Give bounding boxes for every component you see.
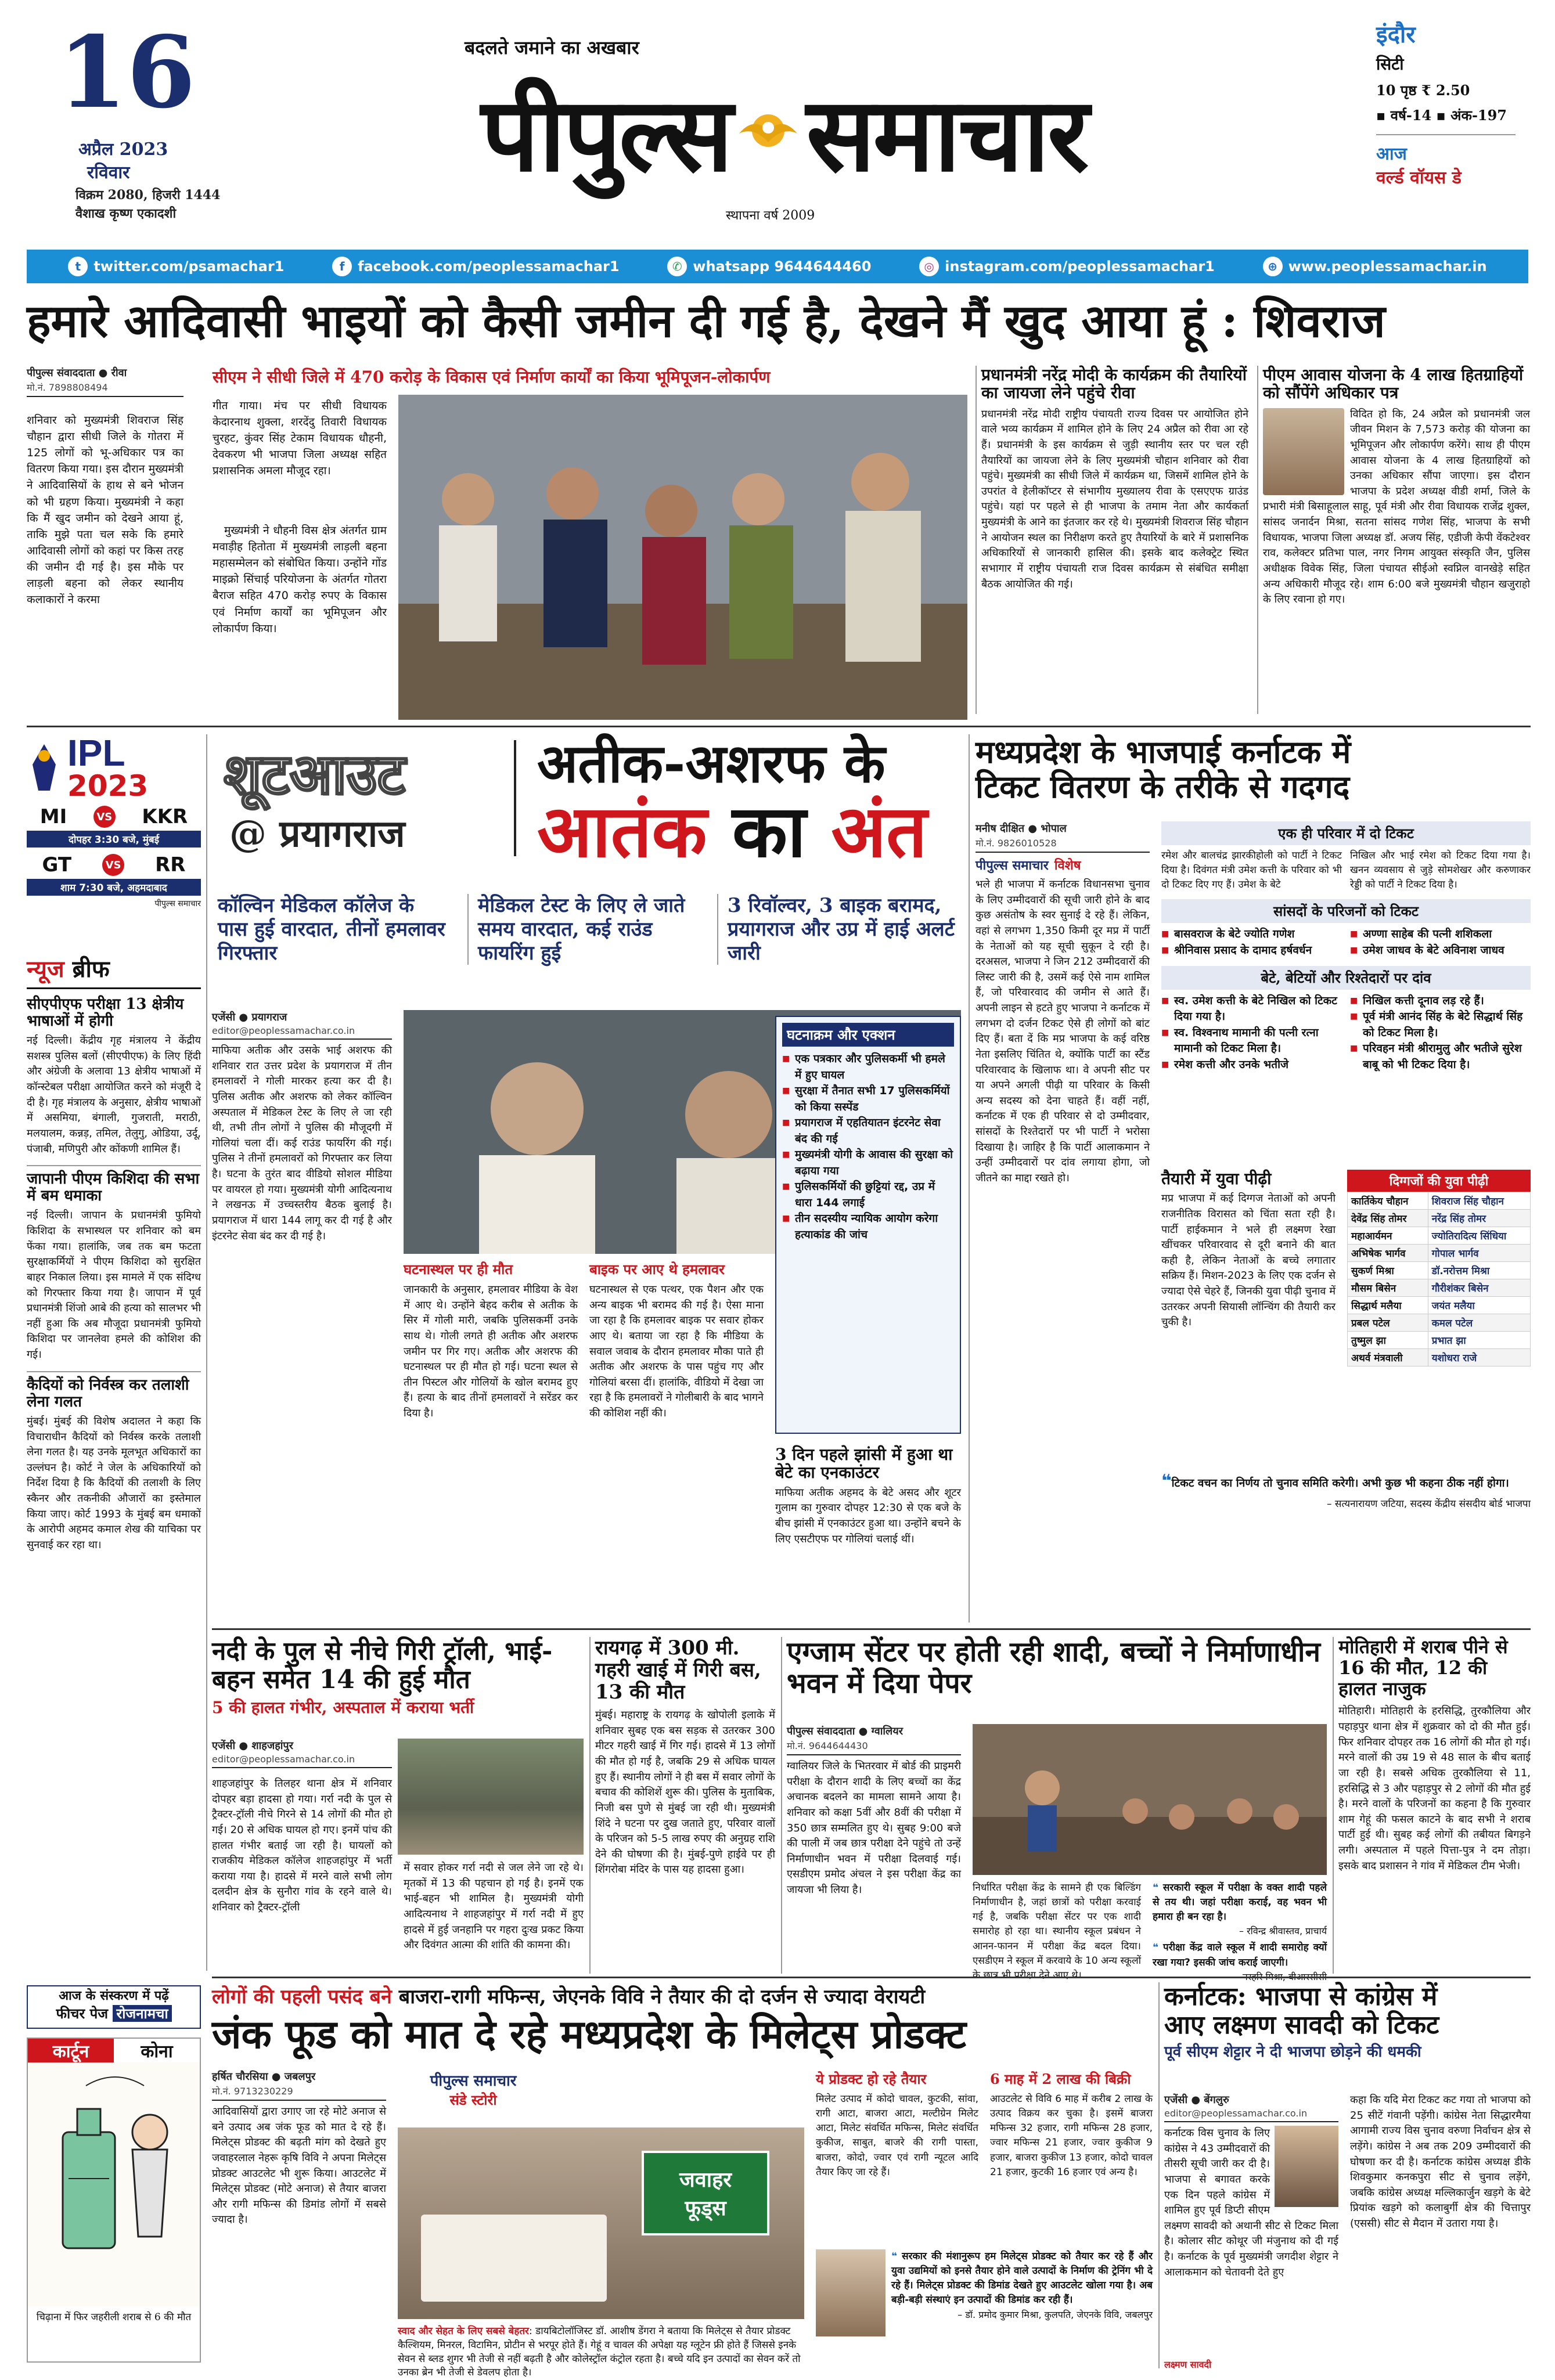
whatsapp-icon: ✆ xyxy=(667,257,687,276)
ipl-logo-icon xyxy=(27,741,62,794)
table-row xyxy=(1348,1210,1531,1227)
cartoon-drawing xyxy=(28,2062,200,2306)
kin-item: ■ स्व. उमेश कत्ती के बेटे निखिल को टिकट दिया गया है। xyxy=(1161,993,1342,1025)
action-list-item: ■ प्रयागराज में एहतियातन इंटरनेट सेवा बंद की गई xyxy=(782,1115,954,1147)
promo-box[interactable]: आज के संस्करण में पढ़ें फीचर पेज रोजनामचा xyxy=(27,1985,201,2029)
kin-item: ■ स्व. विश्वनाथ मामानी की पत्नी रत्ना मामानी को टिकट मिला है। xyxy=(1161,1025,1342,1057)
exam-story: एग्जाम सेंटर पर होती रही शादी, बच्चों ने निर्माणाधीन भवन में दिया पेपर पीपुल्स संवाददाता ● ग्वालियर मो.नं. 9644644430 ग्वालियर जिले के भितरवार में बोर्ड की प्राइमरी परीक्षा के दौरान शादी के लिए बच्चों का केंद्र अचानक बदलने का मामला सामने आया है। शनिवार को कक्षा 5वीं और 8वीं की परीक्षा में 350 छात्र सम्मलित हुए थे। सुबह 9:00 बजे की पाली में जब छात्र परीक्षा देने पहुंचे तो उन्हें निर्माणाधीन भवन में परीक्षा दिलवाई गई। एसडीएम प्रमोद अंचल ने इस परीक्षा केंद्र का जायजा भी लिया है। निर्धारित परीक्षा केंद्र के सामने ही एक बिल्डिंग निर्माणाधीन है, जहां छात्रों को परीक्षा करवाई गई है, जबकि परीक्षा सेंटर पर एक शादी समारोह हो रहा था। स्थानीय स्कूल प्रबंधन ने आनन-फानन में परीक्षा केंद्र बदल दिया। एसडीएम ने स्कूल में करवाये के 10 अन्य स्कूलों के छात्र भी परीक्षा देने आए थे। ❝ सरकारी स्कूल में परीक्षा के वक्त शादी पहले से तय थी। जहां परीक्षा कराई, वह भवन भी हमारा ही बन रहा है। – रविन्द्र श्रीवास्तव, प्राचार्य ❝ परीक्षा केंद्र वाले स्कूल में शादी समारोह क्यों रखा गया? इसकी जांच कराई जाएगी। – नरहरि मिश्रा, बीआरसीसी xyxy=(787,1636,1327,1982)
table-row xyxy=(1348,1279,1531,1297)
cartoon-box: कार्टून कोना चिढ़ाना में फिर जहरीली शराब से 6 की मौत xyxy=(27,2038,201,2363)
edition: सिटी xyxy=(1376,55,1404,74)
millets-photo: जवाहर फूड्स xyxy=(398,2127,804,2319)
lead-photo-caption: सीएम ने सीधी जिले में 470 करोड़ के विकास एवं निर्माण कार्यों का किया भूमिपूजन-लोकार्पण xyxy=(213,367,771,387)
savadi-story: कर्नाटक: भाजपा से कांग्रेस में आए लक्ष्मण सावदी को टिकट पूर्व सीएम शेट्टार ने दी भाजपा छोड़ने की धमकी एजेंसी ● बेंगलुरु editor@peoplessamachar.co.in कर्नाटक विस चुनाव के लिए कांग्रेस ने 43 उम्मीदवारों की तीसरी सूची जारी कर दी है। भाजपा से बगावत करके एक दिन पहले कांग्रेस में शामिल हुए पूर्व डिप्टी सीएम लक्ष्मण सावदी को अथानी सीट से टिकट मिला है। कोलार सीट कोथूर जी मंजुनाथ को दी गई है। कर्नाटक के पूर्व मुख्यमंत्री जगदीश शेट्टार ने आलाकमान को चेतावनी देते हुए लक्ष्मण सावदी कहा कि यदि मेरा टिकट कट गया तो भाजपा को 25 सीटें गंवानी पड़ेंगी। कांग्रेस नेता सिद्धारमैया आगामी राज्य विस चुनाव वरुणा निर्वाचन क्षेत्र से लड़ेंगे। कांग्रेस ने अब तक 209 उम्मीदवारों की घोषणा कर दी है। कर्नाटक कांग्रेस अध्यक्ष डीके शिवकुमार कनकपुरा सीट से चुनाव लड़ेंगे, जबकि कांग्रेस अध्यक्ष मल्लिकार्जुन खड़गे के बेटे प्रियांक खड़गे को कलाबुर्गी क्षेत्र की चित्तापुर (एससी) सीट से मैदान में उतारा गया है। xyxy=(1164,1982,1531,2370)
mp-kin-item: ■ बासवराज के बेटे ज्योति गणेश xyxy=(1161,926,1342,943)
quote-icon: ❝ xyxy=(891,2251,897,2262)
masthead xyxy=(23,17,1533,255)
team-gt: GT xyxy=(42,853,72,877)
social-bar xyxy=(27,250,1528,283)
mp-kin-item: ■ अण्णा साहेब की पत्नी शशिकला xyxy=(1350,926,1531,943)
vs-icon: VS xyxy=(93,806,116,828)
karnataka-story: मध्यप्रदेश के भाजपाई कर्नाटक में टिकट वितरण के तरीके से गदगद मनीष दीक्षित ● भोपाल मो.नं. 9826010528 पीपुल्स समाचार विशेष भले ही भाजपा में कर्नाटक विधानसभा चुनाव के लिए उम्मीदवारों की सूची जारी होने के बाद कुछ असंतोष के स्वर सुनाई दे रहे हैं। लेकिन, वहां से लगभग 1,350 किमी दूर मप्र में पार्टी के नेताओं को यह सूची सुकून दे रही है। दरअसल, भाजपा ने जिन 212 उम्मीदवारों की लिस्ट जारी की है, उसमें कई ऐसे नाम शामिल हैं, जो परिवारवाद की जमीन से आते हैं। अपनी लाइन से हटते हुए भाजपा ने कर्नाटक में लगभग दो दर्जन टिकट ऐसे ही लोगों को बांट दिए हैं। बता दें कि मप्र भाजपा के कई वरिष्ठ नेता इसलिए चिंतित थे, क्योंकि पार्टी का स्टैंड परिवारवाद के खिलाफ था। वे अपनी सीट पर या अपने अगली पीढ़ी या परिवार के किसी अन्य सदस्य को देना चाहते हैं। वहीं नहीं, कर्नाटक में एक ही परिवार से दो उम्मीदवार, सांसदों के रिश्तेदारों पर भी पार्टी ने भरोसा दिखाया है। जाहिर है कि पार्टी आलाकमान ने उन्हीं उम्मीदवारों पर दांव लगाया होगा, जो जीतने का माद्दा रखते हो। एक ही परिवार में दो टिकट रमेश और बालचंद्र झारकीहोली को पार्टी ने टिकट दिया है। दिवंगत मंत्री उमेश कत्ती के परिवार को भी दो टिकट दिए गए हैं। उमेश के बेटे निखिल और भाई रमेश को टिकट दिया गया है। खनन व्यवसाय से जुड़े सोमशेखर और करुणाकर रेड्डी को पार्टी ने टिकट दिया है। सांसदों के परिजनों को टिकट ■ बासवराज के बेटे ज्योति गणेश ■ श्रीनिवास प्रसाद के दामाद हर्षवर्धन ■ अण्णा साहेब की पत्नी शशिकला ■ उमेश जाधव के बेटे अविनाश जाधव बेटे, बेटियों और रिश्तेदारों पर दांव ■ स्व. उमेश कत्ती के बेटे निखिल को टिकट दिया गया है। ■ स्व. विश्वनाथ मामानी की पत्नी रत्ना मामानी को टिकट मिला है। ■ रमेश कत्ती और उनके भतीजे ■ निखिल कत्ती दूनाव लड़ रहे हैं। ■ पूर्व मंत्री आनंद सिंह के बेटे सिद्धार्थ सिंह को टिकट मिला है। ■ परिवहन मंत्री श्रीरामुलु और भतीजे सुरेश बाबू को भी टिकट दिया है। तैयारी में युवा पीढ़ी मप्र भाजपा में कई दिग्गज नेताओं को अपनी राजनीतिक विरासत को चिंता सता रही है। पार्टी हाईकमान ने भले ही लक्ष्मण रेखा खींचकर परिवारवाद से दूरी बनाने की बात कही है, लेकिन नेताओं के बच्चे लगातार सक्रिय हैं। मिशन-2023 के लिए एक दर्जन से ज्यादा ऐसे चेहरे हैं, जिनकी युवा पीढ़ी चुनाव में उतरकर अपनी सियासी लॉन्चिंग की तैयारी कर चुकी है। दिग्गजों की युवा पीढ़ी कार्तिकेय चौहान शिवराज सिंह चौहान देवेंद्र सिंह तोमर नरेंद्र सिंह तोमर महाआर्यमन ज्योतिरादित्य सिंधिया अभिषेक भार्गव गोपाल भार्गव सुकर्ण मिश्रा डॉ.नरोत्तम मिश्रा मौसम बिसेन गौरीशंकर बिसेन सिद्धार्थ मलैया जयंत मलैया प्रबल पटेल कमल पटेल तुष्मुल झा प्रभात झा अथर्व मंत्रवाली यशोधरा राजे ❝टिकट वचन का निर्णय तो चुनाव समिति करेगी। अभी कुछ भी कहना ठीक नहीं होगा। – सत्यनारायण जटिया, सदस्य केंद्रीय संसदीय बोर्ड भाजपा xyxy=(976,734,1531,1622)
mp-kin-item: ■ उमेश जाधव के बेटे अविनाश जाधव xyxy=(1350,943,1531,959)
day: रविवार xyxy=(87,163,130,183)
exam-photo xyxy=(973,1724,1327,1875)
logo-emblem xyxy=(736,99,800,163)
young-gen-table: दिग्गजों की युवा पीढ़ी कार्तिकेय चौहान शिवराज सिंह चौहान देवेंद्र सिंह तोमर नरेंद्र सिंह तोमर महाआर्यमन ज्योतिरादित्य सिंधिया अभिषेक भार्गव गोपाल भार्गव सुकर्ण मिश्रा डॉ.नरोत्तम मिश्रा मौसम बिसेन गौरीशंकर बिसेन सिद्धार्थ मलैया जयंत मलैया प्रबल पटेल कमल पटेल तुष्मुल झा प्रभात झा अथर्व मंत्रवाली यशोधरा राजे xyxy=(1347,1170,1531,1366)
table-cell: देवेंद्र सिंह तोमर xyxy=(1348,1210,1428,1227)
team-rr: RR xyxy=(155,853,186,877)
lead-photo xyxy=(398,395,967,720)
table-row xyxy=(1348,1332,1531,1349)
vc-portrait xyxy=(816,2249,886,2336)
ipl-box: IPL 2023 MI VS KKR दोपहर 3:30 बजे, मुंबई GT VS RR शाम 7:30 बजे, अहमदाबाद पीपुल्स समाचार xyxy=(27,734,201,932)
table-cell: महाआर्यमन xyxy=(1348,1227,1428,1245)
kin-item: ■ रमेश कत्ती और उनके भतीजे xyxy=(1161,1057,1342,1073)
table-cell: मौसम बिसेन xyxy=(1348,1279,1428,1297)
pmay-story: पीएम आवास योजना के 4 लाख हितग्राहियों को सौंपेंगे अधिकार पत्र विदित हो कि, 24 अप्रैल को प्रधानमंत्री जल जीवन मिशन के 7,573 करोड़ की योजना का भूमिपूजन और लोकार्पण करेंगे। साथ ही पीएम आवास योजना के 4 लाख हितग्राहियों को उनका अधिकार सौंपा जाएगा। इस दौरान भाजपा के प्रदेश अध्यक्ष वीडी शर्मा, जिले के प्रभारी मंत्री बिसाहूलाल साहू, पूर्व मंत्री और रीवा विधायक राजेंद्र शुक्ल, सांसद जनार्दन मिश्रा, सतना सांसद गणेश सिंह, भाजपा के सभी विधायक, भाजपा जिला अध्यक्ष डॉ. अजय सिंह, एडीजी केपी वेंकटेश्वर राव, कलेक्टर प्रतिभा पाल, नगर निगम आयुक्त संस्कृति जैन, पुलिस अधीक्षक विवेक सिंह, जिला पंचायत सीईओ स्वप्निल वानखेड़े सहित अन्य अधिकारी मौजूद रहे। शाम 6:00 बजे मुख्यमंत्री चौहान खजुराहो के लिए रवाना हो गए। xyxy=(1263,365,1530,606)
social-facebook[interactable]: f facebook.com/peoplessamachar1 xyxy=(332,257,620,276)
news-brief: न्यूज ब्रीफ सीएपीएफ परीक्षा 13 क्षेत्रीय भाषाओं में होगी नई दिल्ली। केंद्रीय गृह मंत्रालय ने केंद्रीय सशस्त्र पुलिस बलों (सीएपीएफ) के लिए हिंदी और अंग्रेजी के अलावा 13 क्षेत्रीय भाषाओं में कॉन्स्टेबल परीक्षा आयोजित करने को मंजूरी दे दी है। गृह मंत्रालय के अनुसार, क्षेत्रीय भाषाओं में असमिया, बंगाली, गुजराती, मराठी, मलयालम, कन्नड़, तमिल, तेलुगु, ओडिया, उर्दू, पंजाबी, मणिपुरी और कोंकणी शामिल हैं। जापानी पीएम किशिदा की सभा में बम धमाका नई दिल्ली। जापान के प्रधानमंत्री फुमियो किशिदा के सभास्थल पर शनिवार को बम फेंका गया। हालांकि, जब तक बम फटता सुरक्षाकर्मियों ने पीएम किशिदा को सुरक्षित बाहर निकाल लिया। इस मामले में एक संदिग्ध को गिरफ्तार किया गया है। जापान में पूर्व प्रधानमंत्री शिंजो आबे की हत्या को सालभर भी नहीं हुआ कि अब मौजूदा प्रधानमंत्री फुमियो किशिदा पर जानलेवा हमले की कोशिश की गई। कैदियों को निर्वस्त्र कर तलाशी लेना गलत मुंबई। मुंबई की विशेष अदालत ने कहा कि विचाराधीन कैदियों को निर्वस्त्र करके तलाशी लेना गलत है। यह उनके मूलभूत अधिकारों का उल्लंघन है। कोर्ट ने जेल के अधिकारियों को निर्देश दिया है कि कैदियों की तलाशी के लिए स्कैनर और तकनीकी औजारों का इस्तेमाल किया जाए। कोर्ट 1993 के मुंबई बम धमाकों के आरोपी अहमद कमाल शेख की याचिका पर सुनवाई कर रहा था। xyxy=(27,952,201,1974)
founded: स्थापना वर्ष 2009 xyxy=(726,208,815,223)
city: इंदौर xyxy=(1376,21,1416,48)
twitter-icon: t xyxy=(68,257,88,276)
globe-icon: ⊕ xyxy=(1263,257,1283,276)
today-label: आज xyxy=(1376,144,1407,164)
raigad-story: रायगढ़ में 300 मी. गहरी खाई में गिरी बस, 13 की मौत मुंबई। महाराष्ट्र के रायगढ़ के खोपोली इलाके में शनिवार सुबह एक बस सड़क से उतरकर 300 मीटर गहरी खाई में गिर गई। हादसे में 13 लोगों की मौत हो गई है, जबकि 29 से अधिक घायल हुए हैं। स्थानीय लोगों ने ही बस में सवार लोगों के बचाव की कोशिशें शुरू की। पुलिस के मुताबिक, निजी बस पुणे से मुंबई जा रही थी। मुख्यमंत्री शिंदे ने घटना पर दुख जताते हुए, परिवार वालों के परिजन को 5-5 लाख रुपए की अनुग्रह राशि देने की घोषणा की है। मुंबई-पुणे हाईवे पर ही शिंगरोबा मंदिर के पास यह हादसा हुआ। xyxy=(595,1636,775,1876)
today-day: वर्ल्ड वॉयस डे xyxy=(1376,168,1462,188)
table-cell: कार्तिकेय चौहान xyxy=(1348,1192,1428,1210)
social-instagram[interactable]: ◎ instagram.com/peoplessamachar1 xyxy=(919,257,1215,276)
quote-icon: ❝ xyxy=(1153,1882,1158,1894)
atiq-action-box: घटनाक्रम और एक्शन ■ एक पत्रकार और पुलिसकर्मी भी हमले में हुए घायल ■ सुरक्षा में तैनात सभी 17 पुलिसकर्मियों को किया सस्पेंड ■ प्रयागराज में एहतियातन इंटरनेट सेवा बंद की गई ■ मुख्यमंत्री योगी के आवास की सुरक्षा को बढ़ाया गया ■ पुलिसकर्मियों की छुट्टियां रद्द, उप्र में धारा 144 लगाई ■ तीन सदस्यीय न्यायिक आयोग करेगा हत्याकांड की जांच xyxy=(775,1016,961,1434)
tagline: बदलते जमाने का अखबार xyxy=(465,37,639,59)
price: 10 पृष्ठ ₹ 2.50 xyxy=(1376,82,1470,99)
table-cell: सिद्धार्थ मलैया xyxy=(1348,1297,1428,1314)
table-row xyxy=(1348,1297,1531,1314)
lead-headline: हमारे आदिवासी भाइयों को कैसी जमीन दी गई है, देखने मैं खुद आया हूं : शिवराज xyxy=(27,295,1385,348)
trolley-story: नदी के पुल से नीचे गिरी ट्रॉली, भाई-बहन समेत 14 की हुई मौत 5 की हालत गंभीर, अस्पताल में कराया भर्ती एजेंसी ● शाहजहांपुर editor@peoplessamachar.co.in शाहजहांपुर के तिलहर थाना क्षेत्र में शनिवार दोपहर बड़ा हादसा हो गया। गर्रा नदी के पुल से ट्रैक्टर-ट्रॉली नीचे गिरने से 14 लोगों की मौत हो गई। 20 से अधिक घायल हो गए। इनमें पांच की हालत गंभीर बताई जा रही है। घायलों को राजकीय मेडिकल कॉलेज शाहजहांपुर में भर्ती कराया गया है। हादसे में मरने वाले सभी लोग दलदीन क्षेत्र के सुनौरा गांव के रहने वाले थे। शनिवार को ट्रैक्टर-ट्रॉली में सवार होकर गर्रा नदी से जल लेने जा रहे थे। मृतकों में 13 की पहचान हो गई है। इनमें एक भाई-बहन भी शामिल है। मुख्यमंत्री योगी आदित्यनाथ ने शाहजहांपुर में गर्रा नदी में हुए हादसे में हुई जनहानि पर गहरा दुःख प्रकट किया और दिवंगत आत्मा की शांति की कामना की। xyxy=(212,1636,584,1952)
action-list-item: ■ सुरक्षा में तैनात सभी 17 पुलिसकर्मियों को किया सस्पेंड xyxy=(782,1083,954,1115)
table-row xyxy=(1348,1349,1531,1366)
pm-story: प्रधानमंत्री नरेंद्र मोदी के कार्यक्रम की तैयारियों का जायजा लेने पहुंचे रीवा प्रधानमंत्री नरेंद्र मोदी राष्ट्रीय पंचायती राज्य दिवस पर आयोजित होने वाले भव्य कार्यक्रम में शामिल होने के लिए 24 अप्रैल को रीवा आ रहे हैं। प्रधानमंत्री के इस कार्यक्रम से जुड़ी स्थानीय स्तर पर चल रही तैयारियों का जायजा लेने के लिए मुख्यमंत्री चौहान शनिवार को रीवा पहुंचे। मुख्यमंत्री का सीधी जिले में कार्यक्रम था, जिसमें शामिल होने के उपरांत वे हेलीकॉप्टर से संभागीय मुख्यालय रीवा के एसएएफ ग्राउंड पहुंचे। यहां पर पहले से ही भाजपा के तमाम नेता और कार्यकर्ता मुख्यमंत्री के आने का इंतजार कर रहे थे। मुख्यमंत्री शिवराज सिंह चौहान ने आयोजन स्थल का निरीक्षण करते हुए तैयारियों के बारे में प्रशासनिक अधिकारियों से जानकारी हासिल की। इसके बाद कलेक्ट्रेट स्थित सभागार में राष्ट्रीय पंचायती राज दिवस कार्यक्रम से संबंधित समीक्षा बैठक आयोजित की गई। xyxy=(981,365,1248,590)
table-row xyxy=(1348,1227,1531,1245)
table-cell: प्रबल पटेल xyxy=(1348,1314,1428,1332)
kin-item: ■ निखिल कत्ती दूनाव लड़ रहे हैं। xyxy=(1350,993,1531,1009)
table-row xyxy=(1348,1192,1531,1210)
quote-icon: ❝ xyxy=(1153,1942,1158,1954)
action-list-item: ■ मुख्यमंत्री योगी के आवास की सुरक्षा को बढ़ाया गया xyxy=(782,1147,954,1179)
table-cell: ज्योतिरादित्य सिंधिया xyxy=(1428,1227,1530,1245)
table-cell: डॉ.नरोत्तम मिश्रा xyxy=(1428,1262,1530,1279)
table-cell: अभिषेक भार्गव xyxy=(1348,1245,1428,1262)
millets-story: लोगों की पहली पसंद बने बाजरा-रागी मफिन्स, जेएनके विवि ने तैयार की दो दर्जन से ज्यादा वेरायटी जंक फूड को मात दे रहे मध्यप्रदेश के मिलेट्स प्रोडक्ट हर्षित चौरसिया ● जबलपुर मो.नं. 9713230229 आदिवासियों द्वारा उगाए जा रहे मोटे अनाज से बने उत्पाद अब जंक फूड को मात दे रहे हैं। मिलेट्स प्रोडक्ट की बढ़ती मांग को देखते हुए जवाहरलाल नेहरू कृषि विवि ने अपना मिलेट्स प्रोडक्ट आउटलेट भी शुरू किया। आउटलेट में मिलेट्स प्रोडक्ट (मोटे अनाज) से तैयार बाजरा और रागी मफिन्स की डिमांड लोगों में सबसे ज्यादा है। पीपुल्स समाचार संडे स्टोरी जवाहर फूड्स स्वाद और सेहत के लिए सबसे बेहतर: डायबिटोलॉजिस्ट डॉ. आशीष डेंगरा ने बताया कि मिलेट्स से तैयार प्रोडक्ट कैल्शियम, मिनरल, विटामिन, प्रोटीन से भरपूर होते हैं। गेहूं व चावल की अपेक्षा यह ग्लूटेन फ्री होते हैं जिससे इनके सेवन से ब्लड शुगर भी तेजी से नहीं बढ़ती है और कोलेस्ट्रॉल कंट्रोल रहता है। बच्चे यदि इन उत्पादों का सेवन करें तो उनका ब्रेन भी तेजी से डेवलप होता है। ये प्रोडक्ट हो रहे तैयार मिलेट उत्पाद में कोदो चावल, कुटकी, सांवा, रागी आटा, बाजरा आटा, मल्टीग्रेन मिलेट आटा, मिलेट संवर्धित मफिन्स, मिलेट संवर्धित कुकीज, साबुत, बाजरे की रागी पास्ता, बाजरा, कोदो, ज्वार एवं रागी न्यूटल आदि तैयार किए जा रहे हैं। 6 माह में 2 लाख की बिक्री आउटलेट से विवि 6 माह में करीब 2 लाख के उत्पाद विक्रय कर चुका है। इसमें बाजरा मफिन्स 32 हजार, रागी मफिन्स 28 हजार, ज्वार मफिन्स 21 हजार, ज्वार कुकीज 9 हजार, बाजरा कुकीज 13 हजार, कोदो चावल 21 हजार, कुटकी 16 हजार एवं अन्य है। ❝ सरकार की मंशानुरूप हम मिलेट्स प्रोडक्ट को तैयार कर रहे हैं और युवा उद्यमियों को इनसे तैयार होने वाले उत्पादों के निर्माण की ट्रेनिंग भी दे रहे हैं। मिलेट्स प्रोडक्ट की डिमांड देखते हुए आउटलेट खोला गया है। अब बड़ी-बड़ी संस्थाएं इन उत्पादों की डिमांड कर रही हैं। – डॉ. प्रमोद कुमार मिश्रा, कुलपति, जेएनके विवि, जबलपुर xyxy=(212,1985,1153,2379)
table-cell: गौरीशंकर बिसेन xyxy=(1428,1279,1530,1297)
action-list-item: ■ एक पत्रकार और पुलिसकर्मी भी हमले में हुए घायल xyxy=(782,1051,954,1083)
table-cell: शिवराज सिंह चौहान xyxy=(1428,1192,1530,1210)
team-kkr: KKR xyxy=(142,805,188,828)
facebook-icon: f xyxy=(332,257,352,276)
table-cell: कमल पटेल xyxy=(1428,1314,1530,1332)
table-row xyxy=(1348,1314,1531,1332)
date: अप्रैल 2023 xyxy=(78,139,168,160)
lead-story: पीपुल्स संवाददाता ● रीवा मो.नं. 7898808494 शनिवार को मुख्यमंत्री शिवराज सिंह चौहान द्वारा सीधी जिले के गोतरा में 125 लोगों को भू-अधिकार पत्र का वितरण किया गया। इस दौरान मुख्यमंत्री ने आदिवासियों के हाथ से बने भोजन को भी ग्रहण किया। मुख्यमंत्री ने कहा कि मैं खुद जमीन को देखने आया हूं, ताकि मुझे पता चल सके कि हमारे आदिवासी लोगों को कहां पर किस तरह की जमीन दी गई है। इस मौके पर लाड़ली बहना को लेकर स्थानीय कलाकारों ने करमा सीएम ने सीधी जिले में 470 करोड़ के विकास एवं निर्माण कार्यों का किया भूमिपूजन-लोकार्पण गीत गाया। मंच पर सीधी विधायक केदारनाथ शुक्ला, शरदेंदु तिवारी विधायक चुरहट, कुंवर सिंह टेकाम विधायक धौहनी, देवकरण भी भाजपा जिला अध्यक्ष सहित प्रशासनिक अमला मौजूद रहा। मुख्यमंत्री ने धौहनी विस क्षेत्र अंतर्गत ग्राम मवाड़ीह हितोता में मुख्यमंत्री लाड़ली बहना महासम्मेलन को संबोधित किया। उन्होंने गोंड माइक्रो सिंचाई परियोजना के अंतर्गत गोतरा बैराज सहित 470 करोड़ रुपए के विकास एवं निर्माण कार्यों का भूमिपूजन और लोकार्पण किया। xyxy=(27,366,967,726)
table-cell: अथर्व मंत्रवाली xyxy=(1348,1349,1428,1366)
table-cell: तुष्मुल झा xyxy=(1348,1332,1428,1349)
quote-icon: ❝ xyxy=(1161,1471,1172,1491)
table-cell: प्रभात झा xyxy=(1428,1332,1530,1349)
logo xyxy=(279,70,1289,192)
table-row xyxy=(1348,1262,1531,1279)
logo-left: पीपुल्स xyxy=(481,74,731,194)
action-list-item: ■ तीन सदस्यीय न्यायिक आयोग करेगा हत्याकांड की जांच xyxy=(782,1211,954,1243)
volume: ▪ वर्ष-14 ▪ अंक-197 xyxy=(1376,107,1507,124)
vs-icon: VS xyxy=(102,854,124,876)
page-number: 16 xyxy=(58,15,196,131)
social-twitter[interactable]: t twitter.com/psamachar1 xyxy=(68,257,284,276)
samvat: विक्रम 2080, हिजरी 1444 xyxy=(75,187,221,203)
savadi-portrait xyxy=(1275,2126,1338,2207)
table-cell: गोपाल भार्गव xyxy=(1428,1245,1530,1262)
table-cell: नरेंद्र सिंह तोमर xyxy=(1428,1210,1530,1227)
trolley-photo xyxy=(398,1739,584,1855)
table-cell: जयंत मलैया xyxy=(1428,1297,1530,1314)
table-row xyxy=(1348,1245,1531,1262)
table-cell: यशोधरा राजे xyxy=(1428,1349,1530,1366)
kin-item: ■ परिवहन मंत्री श्रीरामुलु और भतीजे सुरेश बाबू को भी टिकट दिया है। xyxy=(1350,1041,1531,1073)
mp-kin-item: ■ श्रीनिवास प्रसाद के दामाद हर्षवर्धन xyxy=(1161,943,1342,959)
atiq-story: शूटआउट @ प्रयागराज अतीक-अशरफ के आतंक का अंत कॉल्विन मेडिकल कॉलेज के पास हुई वारदात, तीनों हमलावर गिरफ्तार मेडिकल टेस्ट के लिए ले जाते समय वारदात, कई राउंड फायरिंग हुई 3 रिवॉल्वर, 3 बाइक बरामद, प्रयागराज और उप्र में हाई अलर्ट जारी एजेंसी ● प्रयागराज editor@peoplessamachar.co.in माफिया अतीक और उसके भाई अशरफ की शनिवार रात उत्तर प्रदेश के प्रयागराज में तीन हमलावरों ने गोली मारकर हत्या कर दी है। पुलिस अतीक और अशरफ को लेकर कॉल्विन अस्पताल में मेडिकल टेस्ट के लिए ले जा रही थी, तभी तीन लोगों ने पुलिस की मौजूदगी में गोलियां चला दीं। कई राउंड फायरिंग की गई। पुलिस ने तीनों हमलावरों को गिरफ्तार कर लिया है। घटना के तुरंत बाद वीडियो सोशल मीडिया पर वायरल हो गया। मुख्यमंत्री योगी आदित्यनाथ ने लखनऊ में उच्चस्तरीय बैठक बुलाई है। प्रयागराज में धारा 144 लागू कर दी गई है और इंटरनेट सेवा बंद कर दी गई है। घटनास्थल पर ही मौत जानकारी के अनुसार, हमलावर मीडिया के वेश में आए थे। उन्होंने बेहद करीब से अतीक के सिर में गोली मारी, जबकि पुलिसकर्मी उनके साथ थे। गोली लगते ही अतीक और अशरफ जमीन पर गिर गए। अतीक और अशरफ की घटनास्थल पर ही मौत हो गई। घटना स्थल से तीन पिस्टल और गोलियों के खोल बरामद हुए हैं। हत्या के बाद तीनों हमलावरों ने सरेंडर कर दिया है। बाइक पर आए थे हमलावर घटनास्थल से एक पत्थर, एक पैशन और एक अन्य बाइक भी बरामद की गई है। ऐसा माना जा रहा है कि हमलावर बाइक पर सवार होकर आए थे। बताया जा रहा है कि मीडिया के सवाल जवाब के दौरान हमलावर मौका पाते ही अतीक और अशरफ के पास पहुंच गए और गोलियां बरसा दीं। हालांकि, वीडियो में देखा जा रहा है कि हमलावरों ने गोलीबारी के बाद भागने की कोशिश नहीं की। घटनाक्रम और एक्शन ■ एक पत्रकार और पुलिसकर्मी भी हमले में हुए घायल ■ सुरक्षा में तैनात सभी 17 पुलिसकर्मियों को किया सस्पेंड ■ प्रयागराज में एहतियातन इंटरनेट सेवा बंद की गई ■ मुख्यमंत्री योगी के आवास की सुरक्षा को बढ़ाया गया ■ पुलिसकर्मियों की छुट्टियां रद्द, उप्र में धारा 144 लगाई ■ तीन सदस्यीय न्यायिक आयोग करेगा हत्याकांड की जांच 3 दिन पहले झांसी में हुआ था बेटे का एनकाउंटर माफिया अतीक अहमद के बेटे असद और शूटर गुलाम का गुरुवार दोपहर 12:30 से एक बजे के बीच झांसी में एनकाउंटर हुआ था। उन्होंने बचने के लिए एसटीएफ पर गोलियां चलाई थीं। xyxy=(212,734,961,1622)
tithi: वैशाख कृष्ण एकादशी xyxy=(75,206,177,221)
table-cell: सुकर्ण मिश्रा xyxy=(1348,1262,1428,1279)
logo-right: समाचार xyxy=(806,74,1087,194)
liquor-story: मोतिहारी में शराब पीने से 16 की मौत, 12 की हालत नाजुक मोतिहारी। मोतिहारी के हरसिद्धि, तुरकौलिया और पहाड़पुर थाना क्षेत्र में शुक्रवार को दो की मौत हुई। फिर शनिवार दोपहर तक 16 लोगों की मौत हो गई। मरने वालों की उम्र 19 से 48 साल के बीच बताई जा रही है। सबसे अधिक तुरकौलिया से 11, हरसिद्धि से 3 और पहाड़पुर से 2 लोगों की मौत हुई है। मरने वालों के परिजनों का कहना है कि गुरुवार शाम गेहूं की फसल काटने के बाद सभी ने शराब पार्टी हुई थी। सुबह कई लोगों की तबीयत बिगड़ने लगी। अस्पताल में पहले पित्ता-पुत्र ने दम तोड़ा। इसके बाद प्रशासन ने गांव में मेडिकल टीम भेजी। xyxy=(1338,1636,1531,1872)
team-mi: MI xyxy=(39,805,67,828)
instagram-icon: ◎ xyxy=(919,257,939,276)
pm-portrait xyxy=(1263,408,1344,495)
social-whatsapp[interactable]: ✆ whatsapp 9644644460 xyxy=(667,257,871,276)
kin-item: ■ पूर्व मंत्री आनंद सिंह के बेटे सिद्धार्थ सिंह को टिकट मिला है। xyxy=(1350,1009,1531,1041)
social-web[interactable]: ⊕ www.peoplessamachar.in xyxy=(1263,257,1487,276)
action-list-item: ■ पुलिसकर्मियों की छुट्टियां रद्द, उप्र में धारा 144 लगाई xyxy=(782,1179,954,1211)
